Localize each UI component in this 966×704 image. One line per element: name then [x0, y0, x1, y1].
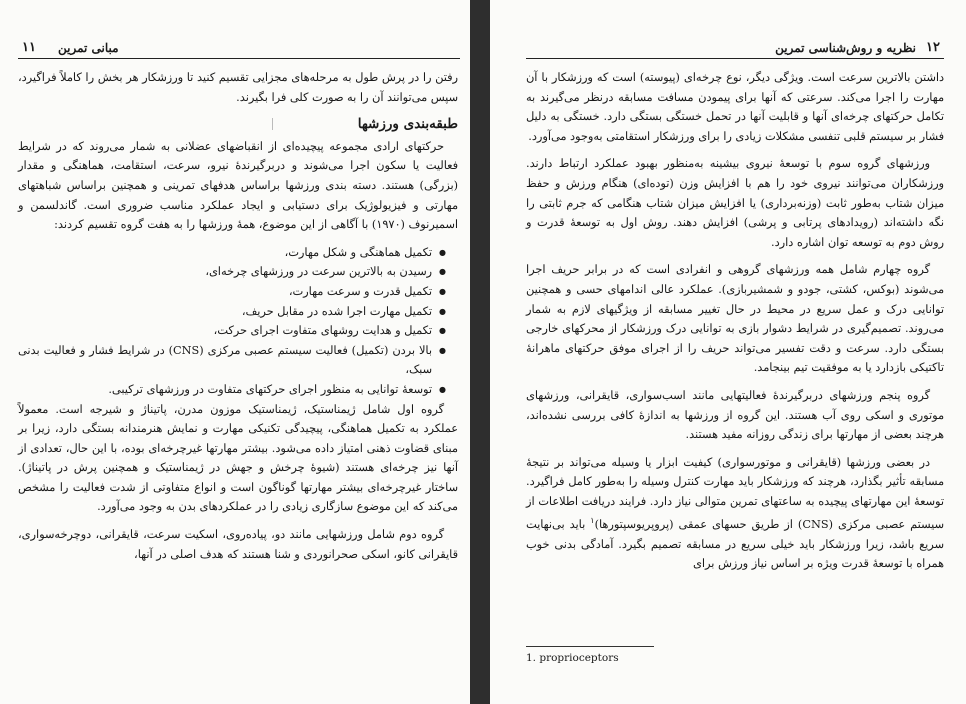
footnote-rule [526, 646, 654, 647]
paragraph: گروه دوم شامل ورزشهایی مانند دو، پیاده‌روی، اسکیت سرعت، قایقرانی، دوچرخه‌سواری، قایقرانی کانو، اسکی صحرانوردی و شنا هستند که هدف اصلی در آنها، [18, 528, 458, 561]
running-title: نظریه و روش‌شناسی تمرین [775, 41, 916, 55]
paragraph: گروه پنجم ورزشهای دربرگیرندهٔ فعالیتهایی مانند اسب‌سواری، قایقرانی، ورزشهای موتوری و اسکی روی آب هستند. این گروه از ورزشها به اندازهٔ کافی بررسی نشده‌اند، هرچند بعضی از مهارتها برای زندگی روزانه مفید هستند. [526, 388, 944, 442]
intro-paragraph: رفتن را در پرش طول به مرحله‌های مجزایی تقسیم کنید تا ورزشکار هر بخش را کاملاً فراگیرد، سپس می‌توانند آن را به صورت کلی فرا بگیرند. [18, 71, 458, 104]
running-header [18, 40, 460, 59]
right-page [490, 0, 966, 704]
paragraph-text: در بعضی ورزشها (قایقرانی و موتورسواری) کیفیت ابزار یا وسیله می‌تواند بر نتیجهٔ مسابقه تأثیر بگذارد، هرچند که ورزشکار باید مهارت کنترل وسیله را به‌طور کامل فراگیرد. توسعهٔ این مهارتهای پیچیده به ساعتهای تمرین متوالی نیاز دارد. فرایند دریافت اطلاعات از سیستم عصبی مرکزی (CNS) از طریق حسهای عمقی (پروپریوسپتورها) [526, 455, 944, 532]
running-title: مبانی تمرین [58, 41, 119, 55]
footnote: 1. proprioceptors [526, 652, 619, 664]
left-page-body [18, 68, 458, 572]
bullet-item: ● تکمیل و هدایت روشهای متفاوت اجرای حرکت، [18, 321, 442, 341]
bullet-item: ● بالا بردن (تکمیل) فعالیت سیستم عصبی مرکزی (CNS) در شرایط فشار و فعالیت بدنی سبک، [18, 341, 442, 380]
running-header [526, 40, 944, 59]
right-page-body [526, 68, 944, 582]
bullet-item: ● تکمیل هماهنگی و شکل مهارت، [18, 243, 442, 263]
bullet-list [18, 243, 458, 400]
paragraph: گروه اول شامل ژیمناستیک، ژیمناستیک موزون مدرن، پاتیناژ و شیرجه است. معمولاً عملکرد به تکمیل هماهنگی، پیچیدگی تکنیکی مهارت و نمایش هنرمندانه بستگی دارد، زیرا بر مبنای قضاوت ذهنی امتیاز داده می‌شود. بیشتر مهارتها غیرچرخه‌ای بوده، با این حال، تعدادی از آنها نیز چرخه‌ای هستند (شیوهٔ چرخش و جهش در ژیمناستیک و همچنین پرش در پاتیناژ). ساختار غیرچرخه‌ای بیشتر مهارتها گوناگون است و انواع متفاوتی از شدت فعالیت را مشخص می‌کند که این موضوع سازگاری زیادی را در عملکردهای بدن به وجود می‌آورد. [18, 402, 458, 514]
bullet-item: ● تکمیل قدرت و سرعت مهارت، [18, 282, 442, 302]
paragraph [526, 453, 944, 574]
left-page [0, 0, 470, 704]
book-gutter [470, 0, 490, 704]
footnote-marker: ۱ [590, 516, 595, 526]
paragraph-text: باید بی‌نهایت سریع باشد، زیرا ورزشکار باید خیلی سریع در مسابقه تصمیم بگیرد. آمادگی بدنی خوب همراه با توسعهٔ قدرت ویژه بر اساس نیاز ورزش برای [526, 518, 944, 571]
bullet-item: ● توسعهٔ توانایی به منظور اجرای حرکتهای متفاوت در ورزشهای ترکیبی. [18, 380, 442, 400]
bullet-item: ● رسیدن به بالاترین سرعت در ورزشهای چرخه‌ای، [18, 262, 442, 282]
paragraph: گروه چهارم شامل همه ورزشهای گروهی و انفرادی است که در برابر حریف اجرا می‌شوند (بوکس، کشتی، جودو و شمشیربازی). عملکرد عالی اندامهای حسی و همچنین توانایی درک و عمل سریع در محیط در حال تغییر مسابقه از ویژگیهای لازم به شمار می‌روند. تصمیم‌گیری در شرایط دشوار بازی به توانایی درک ورزشکار از محرکهای خارجی بستگی دارد. سرعت و دقت تفسیر می‌تواند حریف را از اجرای موفق حرکتهای ماهرانهٔ تاکتیکی بازدارد یا به موفقیت تیم بینجامد. [526, 263, 944, 375]
paragraph: ورزشهای گروه سوم با توسعهٔ نیروی بیشینه به‌منظور بهبود عملکرد ارتباط دارند. ورزشکاران می‌توانند نیروی خود را هم با افزایش وزن (توده‌ای) هنگام ورزش و حفظ میزان شتاب به‌طور ثابت (وزنه‌برداری) یا افزایش میزان شتاب هنگامی که جرم ثابتی را نگه داشته‌اند (رویدادهای پرتابی و پرشی) افزایش دهند. روش اول به توسعهٔ قدرت و روش دوم به توسعه توان اشاره دارد. [526, 157, 944, 249]
paragraph: حرکتهای ارادی مجموعه پیچیده‌ای از انقباضهای عضلانی به شمار می‌روند که در شرایط فعالیت یا سکون اجرا می‌شوند و دربرگیرندهٔ نیرو، سرعت، استقامت، هماهنگی و مقدار (بزرگی) هستند. دسته بندی ورزشها براساس هدفهای تمرینی و همچنین براساس شباهتهای مهارتی و فیزیولوژیک برای دستیابی و ایجاد عملکرد مناسب ضروری است. گاندلسمن و اسمیرنوف (۱۹۷۰) با آگاهی از این موضوع، همهٔ ورزشها را به هفت گروه تقسیم کردند: [18, 139, 458, 232]
page-number: ۱۲ [926, 40, 940, 55]
bullet-item: ● تکمیل مهارت اجرا شده در مقابل حریف، [18, 302, 442, 322]
section-heading: طبقه‌بندی ورزشها [357, 116, 458, 133]
paragraph: داشتن بالاترین سرعت است. ویژگی دیگر، نوع چرخه‌ای (پیوسته) است که ورزشکار با آن مهارت را اجرا می‌کند. سرعتی که آنها برای پیمودن مسافت مسابقه درنظر می‌گیرند به تکامل حرکتهای چرخه‌ای آنها و قابلیت آنها در تحمل خستگی بستگی دارد. خستگی به دلیل فشار بر سیستم قلبی تنفسی مشکلات زیادی را برای ورزشکار استقامتی به‌وجود می‌آورد. [526, 71, 944, 143]
page-number: ۱۱ [22, 40, 36, 55]
